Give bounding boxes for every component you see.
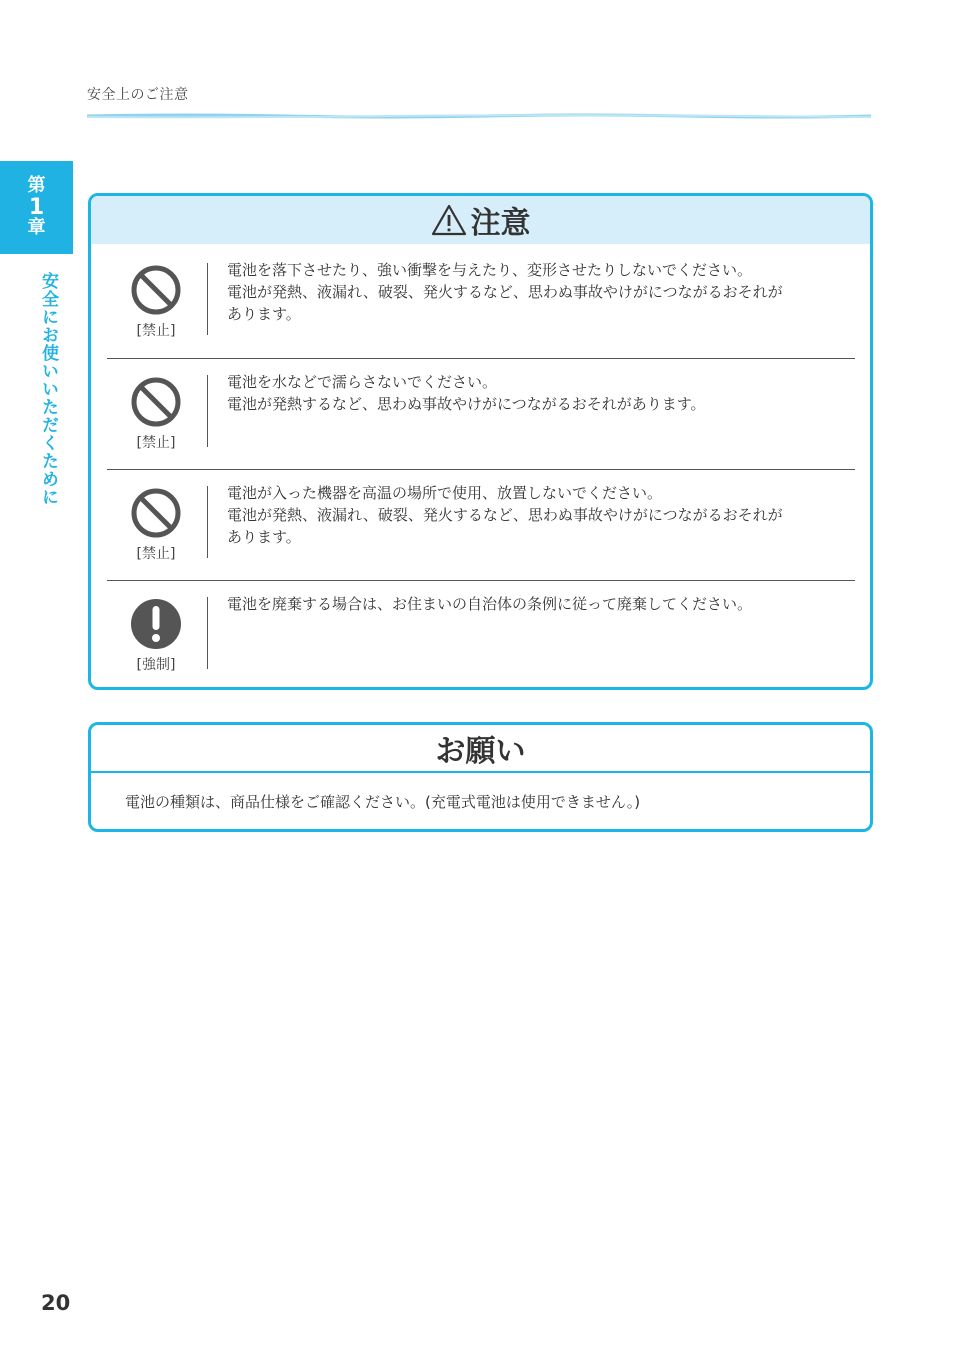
caution-item-divider bbox=[207, 375, 208, 447]
request-header bbox=[91, 725, 870, 773]
caution-item-text bbox=[227, 593, 837, 615]
caution-item-text bbox=[227, 482, 837, 548]
caution-header bbox=[91, 196, 870, 244]
prohibition-icon bbox=[129, 263, 183, 317]
caution-item bbox=[107, 358, 855, 470]
caution-item bbox=[107, 469, 855, 581]
caution-item-line: 電池が発熱、液漏れ、破裂、発火するなど、思わぬ事故やけがにつながるおそれが bbox=[227, 506, 783, 524]
caution-item-divider bbox=[207, 597, 208, 669]
caution-panel bbox=[88, 193, 873, 690]
caution-item-divider bbox=[207, 486, 208, 558]
warning-triangle-icon bbox=[431, 204, 467, 236]
caution-item-line: あります。 bbox=[227, 528, 301, 546]
caution-title: 注意 bbox=[470, 206, 531, 241]
caution-item bbox=[107, 247, 855, 358]
page-number: 20 bbox=[41, 1291, 71, 1315]
caution-item-divider bbox=[207, 263, 208, 335]
chapter-tab-suffix: 章 bbox=[27, 217, 46, 239]
caution-item-line: あります。 bbox=[227, 305, 301, 323]
caution-item-tag: [禁止] bbox=[136, 435, 176, 451]
request-panel bbox=[88, 722, 873, 832]
chapter-title: 安全にお使いいただくために bbox=[38, 272, 58, 506]
caution-item bbox=[107, 580, 855, 690]
exclamation-icon bbox=[129, 597, 183, 651]
prohibition-icon bbox=[129, 486, 183, 540]
prohibition-icon bbox=[129, 375, 183, 429]
chapter-tab bbox=[0, 161, 73, 254]
caution-item-tag: [強制] bbox=[136, 657, 176, 673]
caution-item-text bbox=[227, 259, 837, 325]
caution-item-line: 電池が発熱、液漏れ、破裂、発火するなど、思わぬ事故やけがにつながるおそれが bbox=[227, 283, 783, 301]
header-title: 安全上のご注意 bbox=[87, 87, 189, 103]
caution-item-line: 電池を落下させたり、強い衝撃を与えたり、変形させたりしないでください。 bbox=[227, 261, 753, 279]
caution-item-line: 電池が入った機器を高温の場所で使用、放置しないでください。 bbox=[227, 484, 663, 502]
chapter-tab-number: 1 bbox=[28, 194, 45, 220]
chapter-tab-prefix: 第 bbox=[27, 175, 46, 197]
caution-item-line: 電池が発熱するなど、思わぬ事故やけがにつながるおそれがあります。 bbox=[227, 395, 706, 413]
caution-item-tag: [禁止] bbox=[136, 323, 176, 339]
caution-item-line: 電池を廃棄する場合は、お住まいの自治体の条例に従って廃棄してください。 bbox=[227, 595, 753, 613]
request-title: お願い bbox=[435, 734, 526, 769]
caution-item-text bbox=[227, 371, 837, 415]
request-text: 電池の種類は、商品仕様をご確認ください。(充電式電池は使用できません。) bbox=[125, 793, 641, 811]
caution-item-line: 電池を水などで濡らさないでください。 bbox=[227, 373, 498, 391]
caution-item-tag: [禁止] bbox=[136, 546, 176, 562]
header-divider bbox=[87, 113, 871, 119]
